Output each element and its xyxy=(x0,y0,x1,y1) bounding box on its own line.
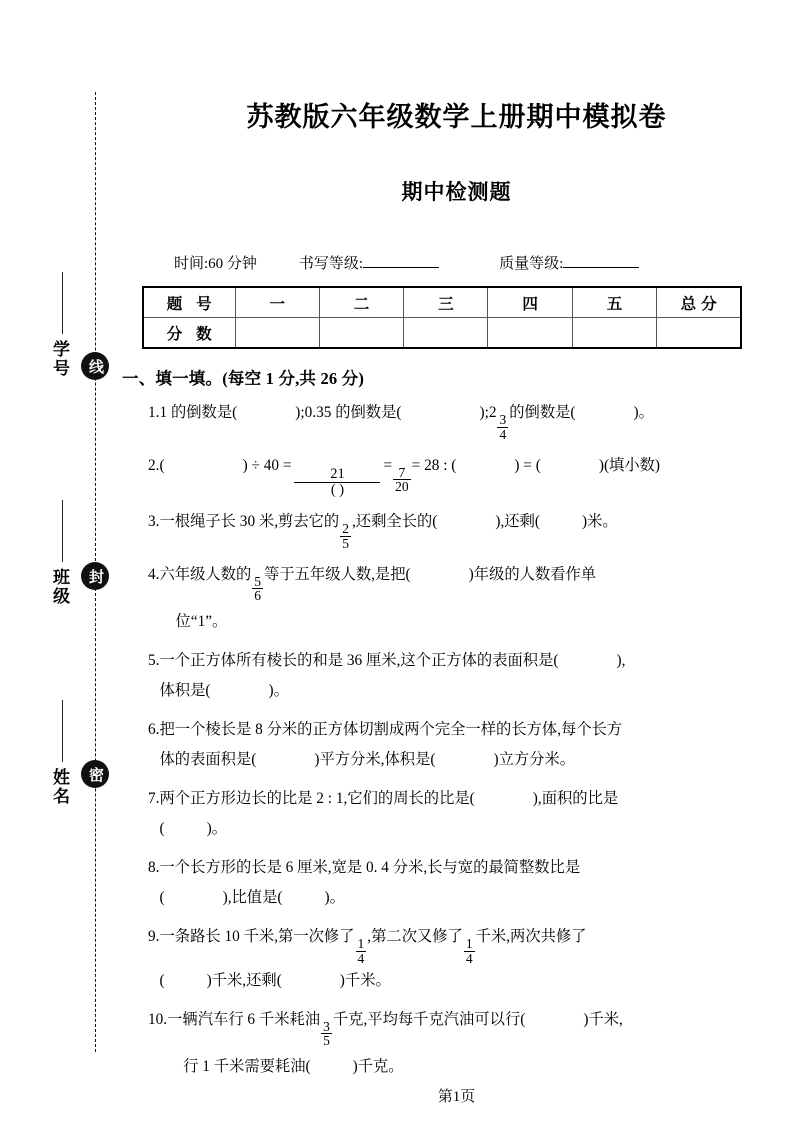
seal-badge-mi: 密 xyxy=(81,760,109,788)
question-2-text-f: )(填小数) xyxy=(598,456,661,474)
question-4 xyxy=(148,560,793,638)
question-2-text-b: ) ÷ 40 = xyxy=(242,456,292,474)
question-8-line2-c: )。 xyxy=(324,889,345,907)
table-row-scores xyxy=(143,318,741,349)
question-9-text-c: 千米,两次共修了 xyxy=(475,928,587,946)
question-1-number: 1. xyxy=(148,404,160,421)
question-5-number: 5. xyxy=(148,652,160,670)
question-2 xyxy=(148,451,793,498)
student-id-field[interactable] xyxy=(42,272,72,378)
question-1-text-b: );0.35 的倒数是( xyxy=(295,404,402,421)
question-6-number: 6. xyxy=(148,721,160,739)
class-blank-line xyxy=(62,500,63,562)
question-4-text-c: )年级的人数看作单 xyxy=(468,565,597,583)
question-1-text-c: );2 xyxy=(479,404,497,421)
class-field[interactable] xyxy=(42,500,72,606)
question-9-line2-a: ( xyxy=(159,971,165,989)
question-3-text-d: )米。 xyxy=(582,512,618,530)
question-2-text-a: ( xyxy=(159,456,165,474)
question-5-text-b: ), xyxy=(616,652,626,670)
question-3-text-c: ),还剩( xyxy=(495,512,540,530)
seal-badge-xian: 线 xyxy=(81,352,109,380)
question-5-line2-b: )。 xyxy=(268,682,289,700)
col-header-2: 二 xyxy=(319,287,403,318)
question-3-number: 3. xyxy=(148,512,160,530)
score-table xyxy=(142,286,742,349)
question-list xyxy=(120,398,793,1082)
score-cell-2[interactable] xyxy=(319,318,403,349)
question-3 xyxy=(148,507,793,551)
question-9-fraction-1-4-second: $\frac{1}{4}$ xyxy=(465,936,473,966)
score-cell-total[interactable] xyxy=(657,318,741,349)
question-2-text-d: = 28 : ( xyxy=(411,456,457,474)
question-5 xyxy=(148,646,793,706)
question-8-line2-b: ),比值是( xyxy=(222,889,283,907)
quality-grade-group xyxy=(499,252,639,273)
question-10-number: 10. xyxy=(148,1010,168,1028)
question-9-text-b: ,第二次又修了 xyxy=(367,928,463,946)
question-9-text-a: 一条路长 10 千米,第一次修了 xyxy=(159,928,355,946)
question-8-number: 8. xyxy=(148,859,160,877)
question-7-text-b: ),面积的比是 xyxy=(532,790,619,808)
exam-info-row xyxy=(120,206,793,273)
question-5-text-a: 一个正方体所有棱长的和是 36 厘米,这个正方体的表面积是( xyxy=(159,652,559,670)
col-header-5: 五 xyxy=(572,287,656,318)
question-9-number: 9. xyxy=(148,928,160,946)
question-2-number: 2. xyxy=(148,456,160,474)
time-label: 时间:60 分钟 xyxy=(174,256,257,272)
question-7-line2-b: )。 xyxy=(206,820,227,838)
question-6-line2-b: )平方分米,体积是( xyxy=(314,751,436,769)
score-cell-4[interactable] xyxy=(488,318,572,349)
question-10-line2-a: 行 1 千米需要耗油( xyxy=(183,1058,311,1076)
quality-grade-label: 质量等级: xyxy=(499,256,564,272)
question-9-line2-c: )千米。 xyxy=(339,971,391,989)
question-2-text-e: ) = ( xyxy=(514,456,541,474)
writing-grade-input[interactable] xyxy=(363,253,439,268)
question-9-fraction-1-4-first: $\frac{1}{4}$ xyxy=(357,936,365,966)
question-4-text-a: 六年级人数的 xyxy=(159,565,252,583)
question-1-text-d: 的倒数是( xyxy=(509,404,576,421)
question-4-line-2: 位“1”。 xyxy=(175,613,228,631)
question-10-line2-b: )千克。 xyxy=(352,1058,404,1076)
question-1-text-e: )。 xyxy=(633,404,654,421)
question-6-line2-a: 体的表面积是( xyxy=(159,751,257,769)
name-field[interactable] xyxy=(42,700,72,806)
question-7 xyxy=(148,784,793,844)
col-header-3: 三 xyxy=(404,287,488,318)
question-10-text-b: 千克,平均每千克汽油可以行( xyxy=(332,1010,526,1028)
question-7-text-a: 两个正方形边长的比是 2 : 1,它们的周长的比是( xyxy=(159,790,475,808)
row-label-question-number: 题 号 xyxy=(143,287,235,318)
question-3-text-b: ,还剩全长的( xyxy=(351,512,438,530)
score-cell-3[interactable] xyxy=(404,318,488,349)
question-10 xyxy=(148,1005,793,1083)
question-3-text-a: 一根绳子长 30 米,剪去它的 xyxy=(159,512,340,530)
question-7-line2-a: ( xyxy=(159,820,165,838)
student-id-blank-line xyxy=(62,272,63,334)
question-1-fraction-3-4: $\frac{3}{4}$ xyxy=(499,412,507,442)
score-cell-1[interactable] xyxy=(235,318,319,349)
col-header-1: 一 xyxy=(235,287,319,318)
question-10-text-a: 一辆汽车行 6 千米耗油 xyxy=(167,1010,321,1028)
page-subtitle: 期中检测题 xyxy=(401,180,512,204)
question-3-fraction-2-5: $\frac{2}{5}$ xyxy=(342,520,349,551)
page-title: 苏教版六年级数学上册期中模拟卷 xyxy=(246,102,667,132)
writing-grade-group xyxy=(299,252,439,273)
col-header-4: 四 xyxy=(488,287,572,318)
question-6-line2-c: )立方分米。 xyxy=(493,751,576,769)
question-8 xyxy=(148,853,793,913)
question-4-fraction-5-6: $\frac{5}{6}$ xyxy=(254,573,262,604)
score-cell-5[interactable] xyxy=(572,318,656,349)
row-label-score: 分 数 xyxy=(143,318,235,349)
student-id-label: 学号 xyxy=(50,340,69,378)
question-9 xyxy=(148,922,793,996)
question-1 xyxy=(148,398,793,442)
question-7-number: 7. xyxy=(148,790,160,808)
question-1-text-a: 1 的倒数是( xyxy=(159,404,238,421)
question-8-line-1: 一个长方形的长是 6 厘米,宽是 0. 4 分米,长与宽的最简整数比是 xyxy=(159,859,581,877)
section-heading-fill-in-blanks: 一、填一填。(每空 1 分,共 26 分) xyxy=(122,369,365,388)
name-blank-line xyxy=(62,700,63,762)
question-6-line-1: 把一个棱长是 8 分米的正方体切割成两个完全一样的长方体,每个长方 xyxy=(159,721,623,739)
question-10-fraction-3-5: $\frac{3}{5}$ xyxy=(323,1018,330,1049)
quality-grade-input[interactable] xyxy=(563,253,639,268)
seal-badge-feng: 封 xyxy=(81,562,109,590)
col-header-total: 总分 xyxy=(657,287,741,318)
question-6 xyxy=(148,715,793,775)
writing-grade-label: 书写等级: xyxy=(298,256,364,272)
class-label: 班级 xyxy=(50,568,69,606)
question-2-fraction-21-over-blank[interactable]: 21 ( ) xyxy=(294,467,380,498)
question-5-line2-a: 体积是( xyxy=(159,682,211,700)
question-9-line2-b: )千米,还剩( xyxy=(206,971,282,989)
page-footer: 第1页 xyxy=(437,1089,476,1105)
sealing-line-margin xyxy=(0,0,120,1122)
question-2-text-c: = xyxy=(383,456,393,474)
question-4-text-b: 等于五年级人数,是把( xyxy=(264,565,411,583)
exam-sheet xyxy=(120,0,793,1122)
question-4-number: 4. xyxy=(148,565,160,583)
question-10-text-c: )千米, xyxy=(583,1010,623,1028)
name-label: 姓名 xyxy=(50,768,69,806)
table-row-question-numbers xyxy=(143,287,741,318)
question-8-line2-a: ( xyxy=(159,889,165,907)
question-2-fraction-7-20: $\frac{7}{20}$ xyxy=(395,464,409,495)
